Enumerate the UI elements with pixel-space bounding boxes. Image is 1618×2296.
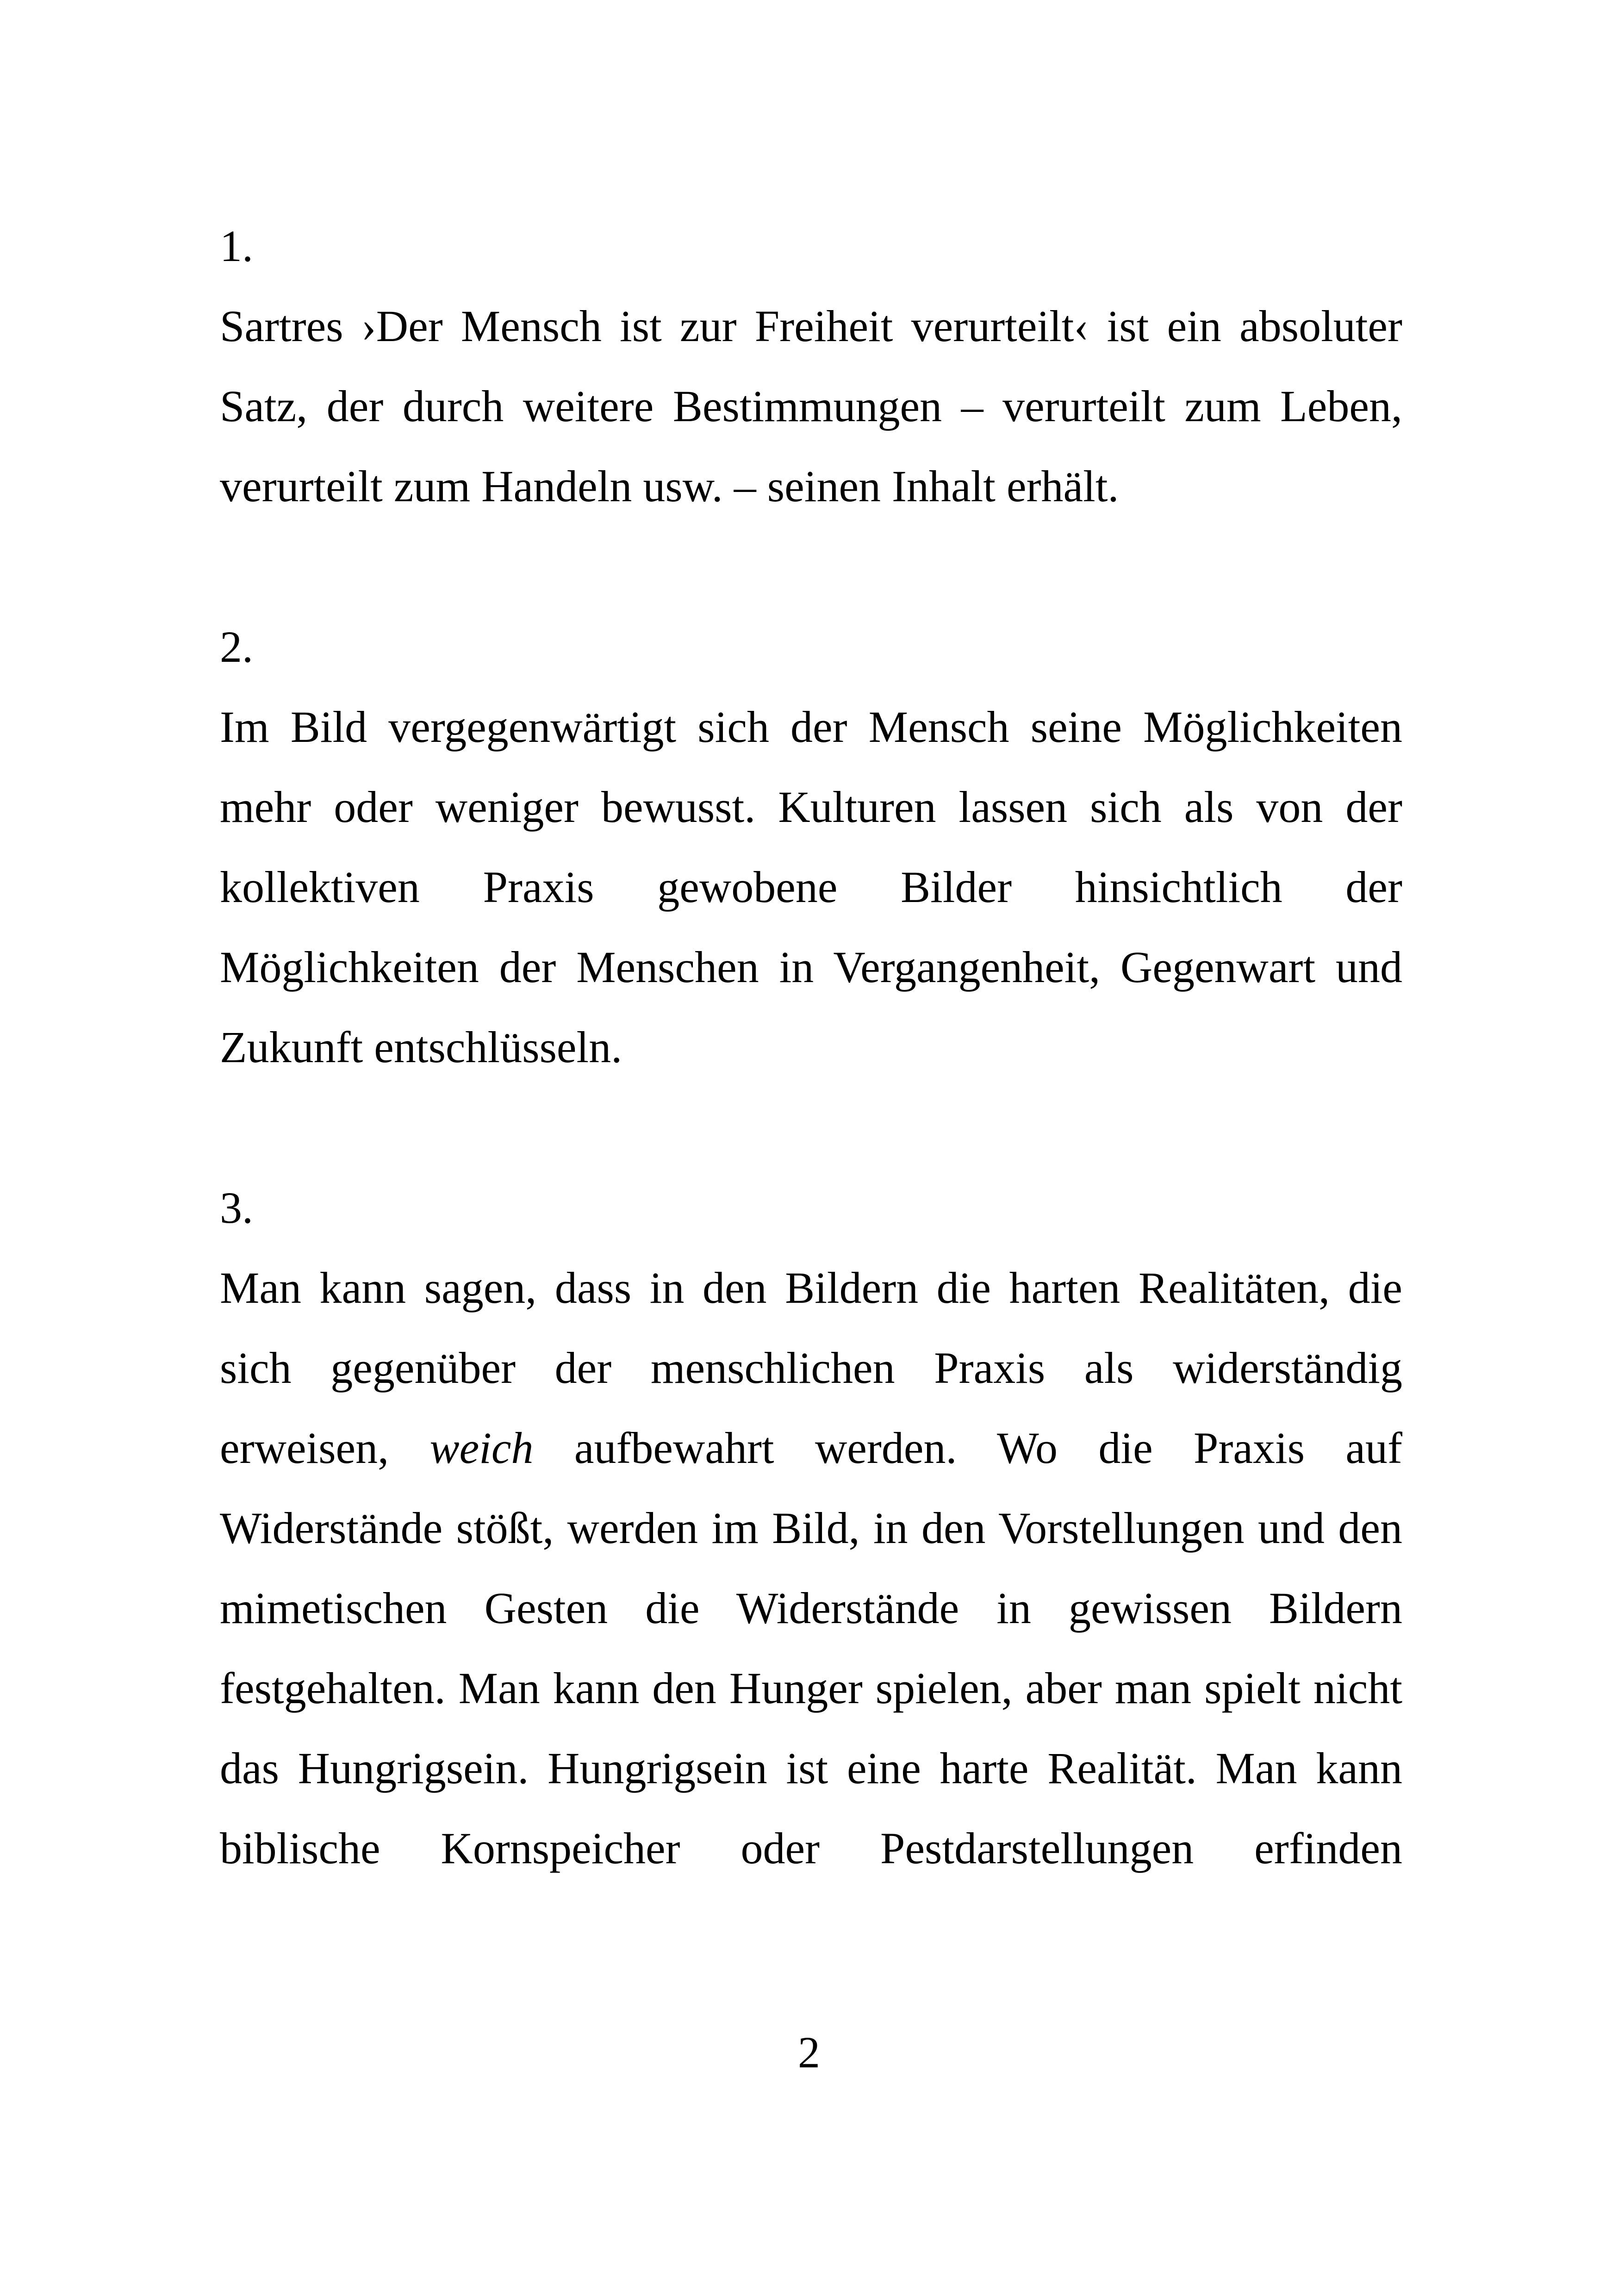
paragraph-text: Man kann sagen, dass in den Bildern die harten Realitäten, die sich gegenüber der menschlichen Praxis als widerständig erweisen, [220,1263,1402,1473]
page-number: 2 [798,2028,820,2077]
paragraph-text: aufbewahrt werden. Wo die Praxis auf Widerstände stößt, werden im Bild, in den Vorstellungen und den mimetischen Gesten die Widerstände in gewissen Bildern festgehalten. Man kann den Hunger spielen, aber man spielt nicht das Hungrigsein. Hungrigsein ist eine harte Realität. Man kann biblische Kornspeicher oder Pestdarstellungen erfinden [220,1423,1403,1873]
section-paragraph [220,1248,1402,1888]
section-paragraph: Sartres ›Der Mensch ist zur Freiheit verurteilt‹ ist ein absoluter Satz, der durch weitere Bestimmungen – verurteilt zum Leben, verurteilt zum Handeln usw. – seinen Inhalt erhält. [220,301,1402,511]
italic-word: weich [429,1423,534,1473]
section-1 [220,206,1402,526]
section-number: 2. [220,622,253,672]
section-number: 3. [220,1183,253,1232]
section-2 [220,607,1402,1087]
section-paragraph: Im Bild vergegenwärtigt sich der Mensch seine Möglichkeiten mehr oder weniger bewusst. Kulturen lassen sich als von der kollektiven Praxis gewobene Bilder hinsichtlich der Möglichkeiten der Menschen in Vergangenheit, Gegenwart und Zukunft entschlüsseln. [220,702,1402,1072]
section-3 [220,1168,1402,1888]
section-number: 1. [220,221,253,271]
page-body [220,206,1402,1888]
